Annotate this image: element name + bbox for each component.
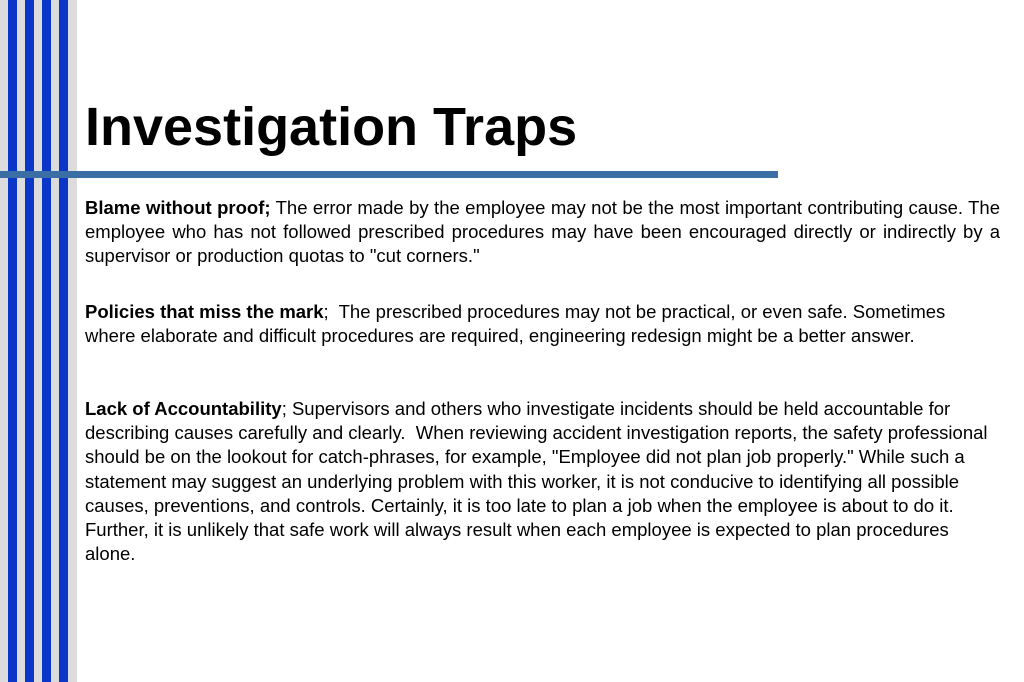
paragraph-body: ; The prescribed procedures may not be practical, or even safe. Sometimes where elaborate and difficult procedures are required, engineering redesign might be a better answer. bbox=[85, 301, 951, 347]
stripe bbox=[8, 0, 17, 682]
paragraph-body: The error made by the employee may not be the most important contributing cause. The employee who has not followed prescribed procedures may have been encouraged directly or indirectly by a supervisor or production quotas to "cut corners." bbox=[85, 197, 1001, 267]
paragraph-policies-miss-mark bbox=[85, 300, 1000, 348]
title-underline bbox=[0, 171, 778, 178]
decorative-stripes bbox=[0, 0, 77, 682]
paragraph-body: ; Supervisors and others who investigate incidents should be held accountable for describing causes carefully and clearly. When reviewing accident investigation reports, the safety professional should be on the lookout for catch-phrases, for example, "Employee did not plan job properly." While such a statement may suggest an underlying problem with this worker, it is not conducive to identifying all possible causes, preventions, and controls. Certainly, it is too late to plan a job when the employee is about to do it. Further, it is unlikely that safe work will always result when each employee is expected to plan procedures alone. bbox=[85, 398, 993, 565]
paragraph-lack-of-accountability bbox=[85, 397, 1000, 566]
stripe bbox=[42, 0, 51, 682]
stripe bbox=[59, 0, 68, 682]
paragraph-blame-without-proof bbox=[85, 196, 1000, 269]
paragraph-heading: Lack of Accountability bbox=[85, 398, 282, 419]
paragraph-heading: Blame without proof; bbox=[85, 197, 271, 218]
stripe bbox=[25, 0, 34, 682]
slide-title: Investigation Traps bbox=[85, 97, 578, 157]
paragraph-heading: Policies that miss the mark bbox=[85, 301, 324, 322]
